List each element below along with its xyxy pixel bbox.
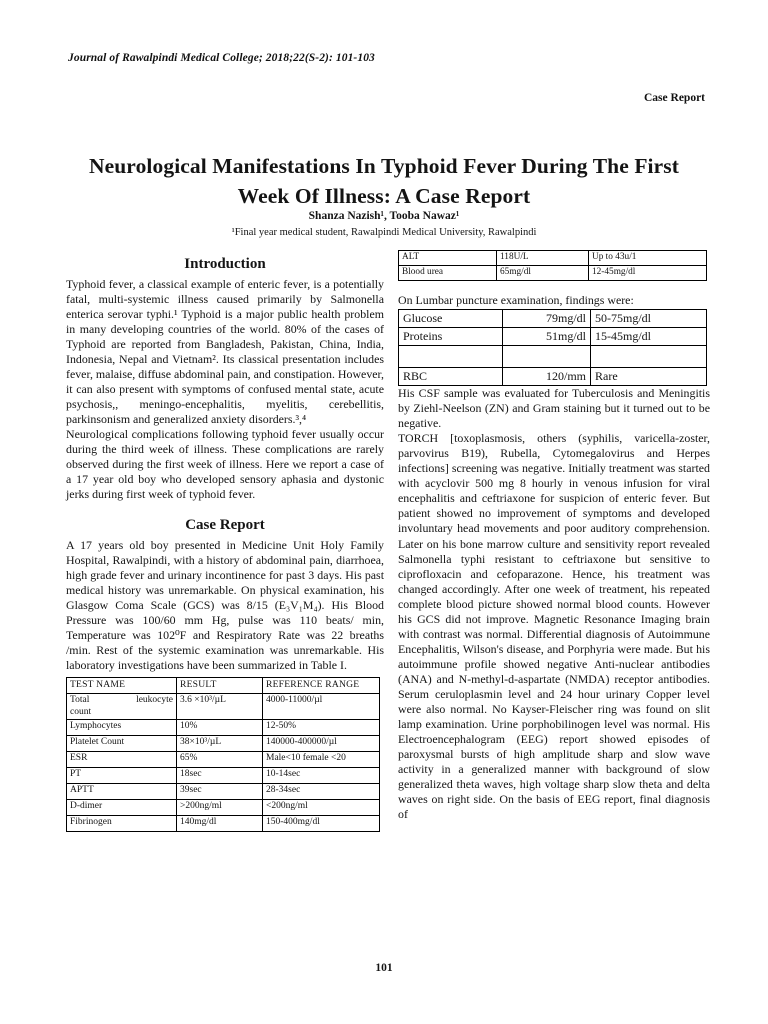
- table-row: [67, 800, 380, 816]
- table-row: [399, 251, 707, 266]
- cell-reference-range: 50-75mg/dl: [591, 310, 707, 328]
- cell-reference-range: Male<10 female <20: [263, 752, 380, 768]
- cell-test-name: [399, 346, 503, 368]
- cell-result: 51mg/dl: [503, 328, 591, 346]
- cell-test-name: RBC: [399, 368, 503, 386]
- author-list: Shanza Nazish¹, Tooba Nawaz¹: [308, 210, 460, 222]
- cell-result: 38×10³/µL: [177, 736, 263, 752]
- cell-test-name: Fibrinogen: [67, 816, 177, 832]
- table-row: [399, 310, 707, 328]
- cell-result: 3.6 ×10³/µL: [177, 694, 263, 720]
- cell-result: 18sec: [177, 768, 263, 784]
- column-header-reference-range: REFERENCE RANGE: [263, 678, 380, 694]
- table-row: [67, 752, 380, 768]
- table-row: [399, 328, 707, 346]
- section-heading-case-report: Case Report: [185, 517, 265, 534]
- cell-test-name: Platelet Count: [67, 736, 177, 752]
- table-row: [67, 720, 380, 736]
- cell-test-name: PT: [67, 768, 177, 784]
- cell-test-name: Total leukocyte count: [67, 694, 177, 720]
- cell-reference-range: Rare: [591, 368, 707, 386]
- cell-test-name: Blood urea: [399, 266, 497, 281]
- cell-result: 10%: [177, 720, 263, 736]
- cell-test-name: Glucose: [399, 310, 503, 328]
- article-type-label: Case Report: [644, 92, 705, 104]
- cell-reference-range: 150-400mg/dl: [263, 816, 380, 832]
- biochemistry-table: [398, 250, 707, 281]
- cell-result: [503, 346, 591, 368]
- section-heading-introduction: Introduction: [184, 256, 266, 272]
- page-title: Neurological Manifestations In Typhoid Fever During The First Week Of Illness: A Case Report: [88, 154, 679, 209]
- cell-reference-range: 4000-11000/µl: [263, 694, 380, 720]
- table-row: [67, 736, 380, 752]
- cell-test-name: ESR: [67, 752, 177, 768]
- right-column-paragraph-1: His CSF sample was evaluated for Tuberculosis and Meningitis by Ziehl-Neelson (ZN) and Gram staining but it turned out to be negative.: [398, 386, 710, 431]
- left-column: [66, 255, 384, 832]
- laboratory-investigations-table: [66, 677, 380, 832]
- cell-result: 118U/L: [497, 251, 589, 266]
- cell-result: 65mg/dl: [497, 266, 589, 281]
- cell-reference-range: Up to 43u/1: [589, 251, 707, 266]
- table-row: [67, 694, 380, 720]
- cell-reference-range: 28-34sec: [263, 784, 380, 800]
- table-header-row: [67, 678, 380, 694]
- column-header-result: RESULT: [177, 678, 263, 694]
- cell-reference-range: 15-45mg/dl: [591, 328, 707, 346]
- table-row: [67, 816, 380, 832]
- cell-result: 79mg/dl: [503, 310, 591, 328]
- table-row: [399, 368, 707, 386]
- lumbar-puncture-table: [398, 309, 707, 386]
- table-row: [67, 768, 380, 784]
- page-number: 101: [375, 962, 393, 974]
- table-row-blank: [399, 346, 707, 368]
- cell-reference-range: 12-50%: [263, 720, 380, 736]
- table-row: [399, 266, 707, 281]
- cell-result: 65%: [177, 752, 263, 768]
- cell-test-name: ALT: [399, 251, 497, 266]
- cell-test-name: Lymphocytes: [67, 720, 177, 736]
- lumbar-puncture-caption: On Lumbar puncture examination, findings were:: [398, 293, 634, 307]
- right-column-paragraph-2: TORCH [toxoplasmosis, others (syphilis, varicella-zoster, parvovirus B19), Rubella, Cytomegalovirus and Herpes infections] screening was negative. Initially treatment was started with acyclovir 500 mg 8 hourly in venous infusion for viral encephalitis and ceftriaxone for suspicion of enteric fever. But patient showed no improvement of symptoms and developed involuntary head movements and poor auditory comprehension. Later on his bone marrow culture and sensitivity report revealed Salmonella typhi resistant to ceftriaxone but sensitive to ciprofloxacin and cefoparazone. Hence, his treatment was changed accordingly. After one week of treatment, his repeated complete blood picture showed normal blood counts. However his GCS did not improve. Magnetic Resonance Imaging brain with contrast was normal. Differential diagnosis of Autoimmune Encephalitis, Wilson's disease, and Porphyria were made. But his autoimmune profile showed negative Anti-nuclear antibodies (ANA) and N-methyl-d-aspartate (NMDA) receptor antibodies. Serum ceruloplasmin level and 24 hour urinary Copper level were also normal. No Kayser-Fleischer ring was found on slit lamp examination. Urine porphobilinogen level was normal. His Electroencephalogram (EEG) report showed episodes of paroxysmal bursts of high amplitude sharp and slow wave activity in a generalized manner with background of slow generalized theta waves, high voltage sharp slow theta and delta waves on right side. On the basis of EEG report, final diagnosis of: [398, 431, 710, 822]
- cell-test-name: D-dimer: [67, 800, 177, 816]
- case-report-paragraph-1: A 17 years old boy presented in Medicine Unit Holy Family Hospital, Rawalpindi, with a history of abdominal pain, diarrhoea, high grade fever and urinary incontinence for past 3 days. His past medical history was unremarkable. On physical examination, his Glasgow Coma Scale (GCS) was 8/15 (E₃V₁M₄). His Blood Pressure was 100/60 mm Hg, pulse was 110 beats/ min, Temperature was 102⁰F and Respiratory Rate was 22 breaths /min. Rest of the systemic examination was unremarkable. His laboratory investigations have been summarized in Table I.: [66, 537, 384, 673]
- table-row: [67, 784, 380, 800]
- cell-reference-range: 12-45mg/dl: [589, 266, 707, 281]
- cell-test-name: Proteins: [399, 328, 503, 346]
- cell-reference-range: <200ng/ml: [263, 800, 380, 816]
- journal-running-head: Journal of Rawalpindi Medical College; 2018;22(S-2): 101-103: [68, 52, 375, 64]
- author-affiliation: ¹Final year medical student, Rawalpindi Medical University, Rawalpindi: [231, 227, 537, 238]
- cell-result: 120/mm: [503, 368, 591, 386]
- introduction-paragraph-1: Typhoid fever, a classical example of enteric fever, is a potentially fatal, multi-systemic illness caused primarily by Salmonella enterica serovar typhi.¹ Typhoid is a major public health problem in many developing countries of the world. 80% of the cases of Typhoid are reported from Bangladesh, Pakistan, China, India, Indonesia, Nepal and Vietnam². Its classical presentation includes fever, malaise, diffuse abdominal pain, and constipation. However, it can also present with symptoms of confused mental state, acute psychosis,, meningo-encephalitis, myelitis, cerebellitis, parkinsonism and generalized anxiety disorders.³,⁴: [66, 276, 384, 426]
- cell-result: 140mg/dl: [177, 816, 263, 832]
- cell-result: 39sec: [177, 784, 263, 800]
- column-header-test-name: TEST NAME: [67, 678, 177, 694]
- cell-result: >200ng/ml: [177, 800, 263, 816]
- cell-reference-range: [591, 346, 707, 368]
- cell-reference-range: 140000-400000/µl: [263, 736, 380, 752]
- cell-test-name: APTT: [67, 784, 177, 800]
- right-column: [398, 250, 710, 822]
- cell-reference-range: 10-14sec: [263, 768, 380, 784]
- introduction-paragraph-2: Neurological complications following typhoid fever usually occur during the third week of illness. These complications are rarely observed during the first week of illness. Here we report a case of a 17 year old boy who developed sensory aphasia and dystonic jerks during first week of typhoid fever.: [66, 426, 384, 502]
